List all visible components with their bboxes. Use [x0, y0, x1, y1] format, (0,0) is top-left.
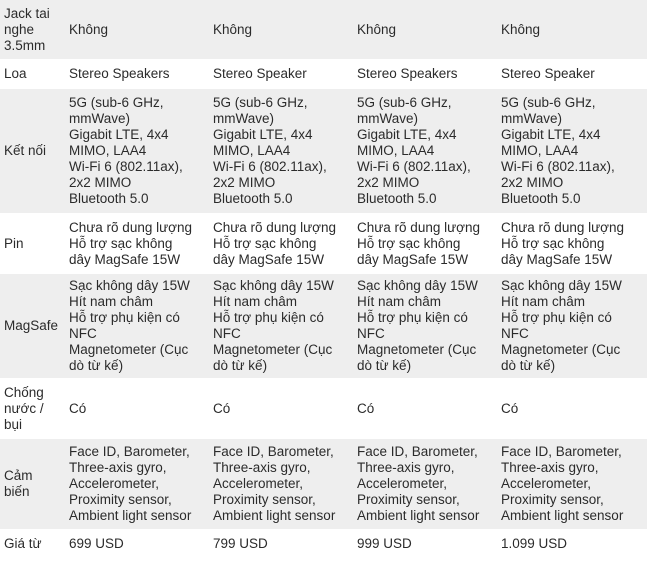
- cell-line: Không: [213, 21, 253, 37]
- label-line: Chống: [4, 384, 44, 400]
- cell-line: NFC: [501, 326, 529, 341]
- cell-line: Three-axis gyro,: [501, 460, 599, 475]
- cell-line: Hỗ trợ phụ kiện có: [213, 310, 324, 325]
- row-label: [0, 439, 66, 531]
- cell-line: Bluetooth 5.0: [69, 191, 149, 206]
- cell-line: Face ID, Barometer,: [357, 444, 478, 459]
- row-label: [0, 0, 66, 61]
- cell-line: mmWave): [213, 111, 274, 126]
- cell-model-4: [498, 89, 647, 215]
- cell-model-2: [210, 380, 354, 439]
- label-line: MagSafe: [4, 318, 59, 333]
- cell-model-4: [498, 380, 647, 439]
- cell-line: Hít nam châm: [501, 294, 586, 309]
- row-price: [0, 531, 647, 558]
- cell-line: Stereo Speakers: [357, 66, 458, 81]
- cell-model-3: [354, 274, 498, 380]
- cell-model-2: [210, 0, 354, 61]
- cell-line: Hít nam châm: [213, 294, 298, 309]
- cell-line: Stereo Speakers: [69, 66, 170, 81]
- cell-line: Stereo Speaker: [501, 66, 595, 81]
- cell-line: Face ID, Barometer,: [69, 444, 190, 459]
- cell-model-1: [66, 439, 210, 531]
- cell-line: 1.099 USD: [501, 535, 568, 551]
- row-magsafe: [0, 274, 647, 380]
- row-label: [0, 89, 66, 215]
- cell-line: Không: [357, 21, 397, 37]
- cell-model-4: [498, 215, 647, 274]
- cell-line: dây MagSafe 15W: [69, 251, 181, 267]
- cell-line: 999 USD: [357, 535, 412, 551]
- cell-line: Hỗ trợ phụ kiện có: [357, 310, 468, 325]
- label-line: 3.5mm: [4, 37, 46, 53]
- label-line: Giá từ: [4, 535, 42, 551]
- cell-model-3: [354, 0, 498, 61]
- cell-line: Three-axis gyro,: [213, 460, 311, 475]
- cell-line: MIMO, LAA4: [69, 143, 147, 158]
- cell-model-4: [498, 61, 647, 89]
- cell-line: Face ID, Barometer,: [501, 444, 622, 459]
- cell-model-1: [66, 215, 210, 274]
- cell-model-1: [66, 0, 210, 61]
- cell-model-4: [498, 531, 647, 558]
- label-line: nước /: [4, 400, 44, 416]
- row-label: [0, 215, 66, 274]
- cell-line: Stereo Speaker: [213, 66, 307, 81]
- cell-model-2: [210, 61, 354, 89]
- label-line: bụi: [4, 416, 23, 432]
- row-battery: [0, 215, 647, 274]
- cell-line: Hỗ trợ sạc không: [501, 235, 605, 251]
- cell-line: Magnetometer (Cục: [501, 342, 621, 357]
- cell-line: Sạc không dây 15W: [69, 278, 190, 293]
- cell-line: 5G (sub-6 GHz,: [357, 95, 452, 110]
- cell-line: Magnetometer (Cục: [357, 342, 477, 357]
- cell-line: Wi-Fi 6 (802.11ax),: [501, 159, 615, 174]
- cell-line: Magnetometer (Cục: [213, 342, 333, 357]
- label-line: Pin: [4, 235, 24, 251]
- row-sensors: [0, 439, 647, 531]
- cell-line: Gigabit LTE, 4x4: [69, 127, 169, 142]
- cell-line: dây MagSafe 15W: [213, 251, 325, 267]
- cell-model-2: [210, 531, 354, 558]
- cell-line: 2x2 MIMO: [213, 175, 276, 190]
- cell-model-1: [66, 61, 210, 89]
- cell-model-3: [354, 61, 498, 89]
- cell-model-3: [354, 215, 498, 274]
- cell-line: Hít nam châm: [69, 294, 154, 309]
- cell-line: Ambient light sensor: [501, 508, 624, 523]
- row-headphone-jack: [0, 0, 647, 61]
- cell-line: Sạc không dây 15W: [357, 278, 478, 293]
- cell-line: Proximity sensor,: [357, 492, 460, 507]
- cell-line: Three-axis gyro,: [69, 460, 167, 475]
- row-label: [0, 531, 66, 558]
- cell-line: Không: [69, 21, 109, 37]
- row-connectivity: [0, 89, 647, 215]
- cell-line: Accelerometer,: [357, 476, 448, 491]
- cell-line: Sạc không dây 15W: [501, 278, 622, 293]
- cell-model-3: [354, 89, 498, 215]
- cell-model-2: [210, 215, 354, 274]
- cell-line: Chưa rõ dung lượng: [69, 219, 192, 235]
- cell-line: Accelerometer,: [501, 476, 592, 491]
- cell-line: MIMO, LAA4: [213, 143, 291, 158]
- cell-line: Hỗ trợ sạc không: [69, 235, 173, 251]
- cell-line: Proximity sensor,: [69, 492, 172, 507]
- cell-line: mmWave): [357, 111, 418, 126]
- cell-line: MIMO, LAA4: [357, 143, 435, 158]
- cell-model-1: [66, 89, 210, 215]
- cell-line: dò từ kế): [357, 358, 412, 373]
- cell-line: Accelerometer,: [213, 476, 304, 491]
- cell-line: 699 USD: [69, 535, 124, 551]
- cell-line: Không: [501, 21, 541, 37]
- cell-line: Có: [213, 400, 231, 416]
- cell-line: Có: [357, 400, 375, 416]
- cell-line: Gigabit LTE, 4x4: [501, 127, 601, 142]
- cell-line: dò từ kế): [501, 358, 556, 373]
- row-speaker: [0, 61, 647, 89]
- cell-line: Ambient light sensor: [213, 508, 336, 523]
- cell-model-3: [354, 380, 498, 439]
- cell-line: Sạc không dây 15W: [213, 278, 334, 293]
- cell-line: MIMO, LAA4: [501, 143, 579, 158]
- cell-line: Chưa rõ dung lượng: [357, 219, 480, 235]
- cell-line: 5G (sub-6 GHz,: [69, 95, 164, 110]
- cell-model-4: [498, 0, 647, 61]
- cell-line: Hỗ trợ phụ kiện có: [501, 310, 612, 325]
- cell-line: dây MagSafe 15W: [357, 251, 469, 267]
- cell-line: Wi-Fi 6 (802.11ax),: [69, 159, 183, 174]
- label-line: Loa: [4, 66, 27, 81]
- cell-line: Hỗ trợ phụ kiện có: [69, 310, 180, 325]
- cell-line: Hỗ trợ sạc không: [213, 235, 317, 251]
- row-label: [0, 61, 66, 89]
- cell-model-1: [66, 531, 210, 558]
- cell-line: dò từ kế): [213, 358, 268, 373]
- cell-line: Hỗ trợ sạc không: [357, 235, 461, 251]
- cell-line: Chưa rõ dung lượng: [213, 219, 336, 235]
- cell-line: 2x2 MIMO: [69, 175, 132, 190]
- cell-line: 5G (sub-6 GHz,: [501, 95, 596, 110]
- cell-line: mmWave): [69, 111, 130, 126]
- cell-model-3: [354, 439, 498, 531]
- cell-line: NFC: [69, 326, 97, 341]
- cell-line: Bluetooth 5.0: [501, 191, 581, 206]
- cell-line: 5G (sub-6 GHz,: [213, 95, 308, 110]
- cell-line: Chưa rõ dung lượng: [501, 219, 624, 235]
- cell-model-4: [498, 274, 647, 380]
- cell-line: Ambient light sensor: [69, 508, 192, 523]
- row-label: [0, 380, 66, 439]
- label-line: Cảm: [4, 468, 33, 483]
- cell-line: NFC: [357, 326, 385, 341]
- cell-model-2: [210, 89, 354, 215]
- cell-line: Wi-Fi 6 (802.11ax),: [213, 159, 327, 174]
- cell-line: 2x2 MIMO: [501, 175, 564, 190]
- cell-model-2: [210, 439, 354, 531]
- cell-model-1: [66, 274, 210, 380]
- label-line: biến: [4, 484, 30, 499]
- cell-model-3: [354, 531, 498, 558]
- cell-model-4: [498, 439, 647, 531]
- row-label: [0, 274, 66, 380]
- cell-line: Hít nam châm: [357, 294, 442, 309]
- cell-line: Three-axis gyro,: [357, 460, 455, 475]
- cell-line: dò từ kế): [69, 358, 124, 373]
- cell-line: Wi-Fi 6 (802.11ax),: [357, 159, 471, 174]
- cell-line: Bluetooth 5.0: [213, 191, 293, 206]
- cell-line: Có: [69, 400, 87, 416]
- cell-line: NFC: [213, 326, 241, 341]
- label-line: nghe: [4, 21, 35, 37]
- cell-line: Bluetooth 5.0: [357, 191, 437, 206]
- cell-line: Accelerometer,: [69, 476, 160, 491]
- cell-line: Magnetometer (Cục: [69, 342, 189, 357]
- cell-line: mmWave): [501, 111, 562, 126]
- label-line: Jack tai: [4, 5, 50, 21]
- cell-line: Gigabit LTE, 4x4: [357, 127, 457, 142]
- cell-model-2: [210, 274, 354, 380]
- cell-model-1: [66, 380, 210, 439]
- cell-line: Có: [501, 400, 519, 416]
- cell-line: Proximity sensor,: [213, 492, 316, 507]
- cell-line: Ambient light sensor: [357, 508, 480, 523]
- cell-line: 2x2 MIMO: [357, 175, 420, 190]
- cell-line: Gigabit LTE, 4x4: [213, 127, 313, 142]
- cell-line: Proximity sensor,: [501, 492, 604, 507]
- cell-line: dây MagSafe 15W: [501, 251, 613, 267]
- cell-line: 799 USD: [213, 535, 268, 551]
- cell-line: Face ID, Barometer,: [213, 444, 334, 459]
- row-water-resistance: [0, 380, 647, 439]
- label-line: Kết nối: [4, 143, 47, 158]
